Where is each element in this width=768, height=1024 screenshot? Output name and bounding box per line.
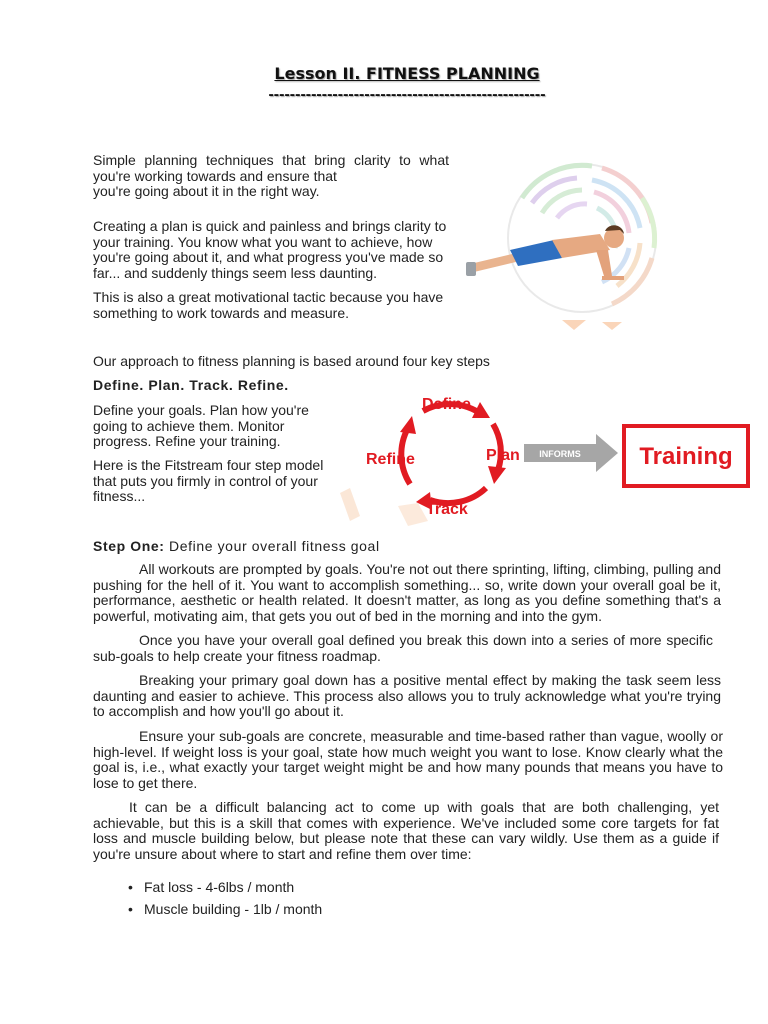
training-label: Training <box>639 443 733 470</box>
informs-arrow <box>524 434 618 472</box>
approach-text: Our approach to fitness planning is based around four key steps <box>93 353 490 369</box>
steps-heading-text: Define. Plan. Track. Refine. <box>93 377 289 393</box>
model-description: Here is the Fitstream four step model that puts you firmly in control of your fitness... <box>93 457 324 504</box>
intro-line-1: Simple planning techniques that bring clarity to what <box>93 152 449 168</box>
page-title: Lesson II. FITNESS PLANNING <box>274 64 540 83</box>
intro-paragraph-1 <box>93 153 449 200</box>
informs-label: INFORMS <box>539 449 581 459</box>
step-one-paragraph-1: All workouts are prompted by goals. You're not out there sprinting, lifting, climbing, pulling and pushing for the hell of it. You want to accomplish something... so, write down your overall goal be it, performance, aesthetic or health related. It doesn't matter, as long as you define something that's a powerful, motivating aim, that gets you out of bed in the morning and into the gym. <box>93 561 721 624</box>
targets-list <box>128 876 322 920</box>
step-one-paragraph-5: It can be a difficult balancing act to come up with goals that are both challenging, yet achievable, but this is a skill that comes with experience. We've included some core targets for fat loss and muscle building below, but please note that these can vary wildly. Use them as a guide if you're unsure about where to start and refine them over time: <box>93 799 719 862</box>
cycle-define-label: Define <box>422 396 471 413</box>
steps-description: Define your goals. Plan how you're going to achieve them. Monitor progress. Refine your training. <box>93 402 309 449</box>
cycle-plan-label: Plan <box>486 447 520 464</box>
title-rule: ---------------------------------------------------- <box>268 86 546 103</box>
step-one-paragraph-4: Ensure your sub-goals are concrete, measurable and time-based rather than vague, woolly or high-level. If weight loss is your goal, state how much weight you want to lose. Know clearly what the goal is, i.e., what exactly your target weight might be and how many pounds that means you have to lose to get there. <box>93 728 723 791</box>
step-one-heading <box>93 538 380 554</box>
steps-heading <box>93 377 289 393</box>
list-item: • Fat loss - 4-6lbs / month <box>128 876 322 898</box>
intro-line-2: you're working towards and ensure that <box>93 167 337 184</box>
list-item: • Muscle building - 1lb / month <box>128 898 322 920</box>
plank-illustration <box>462 158 684 330</box>
intro-line-3: you're going about it in the right way. <box>93 183 320 199</box>
intro-paragraph-2: Creating a plan is quick and painless and brings clarity to your training. You know what you want to achieve, how you're going about it, and what progress you've made so far... and suddenly things seem less daunting. <box>93 218 447 281</box>
step-one-label: Step One: <box>93 538 165 554</box>
cycle-track-label: Track <box>426 501 468 518</box>
four-step-cycle-diagram <box>338 388 758 528</box>
step-one-title: Define your overall fitness goal <box>164 538 380 554</box>
step-one-paragraph-2: Once you have your overall goal defined you break this down into a series of more specific sub-goals to help create your fitness roadmap. <box>93 632 713 664</box>
intro-paragraph-3: This is also a great motivational tactic because you have something to work towards and measure. <box>93 289 444 321</box>
cycle-refine-label: Refine <box>366 451 415 468</box>
step-one-paragraph-3: Breaking your primary goal down has a positive mental effect by making the task seem less daunting and easier to achieve. This process also allows you to truly acknowledge what you're trying to accomplish and how you'll go about it. <box>93 672 721 719</box>
